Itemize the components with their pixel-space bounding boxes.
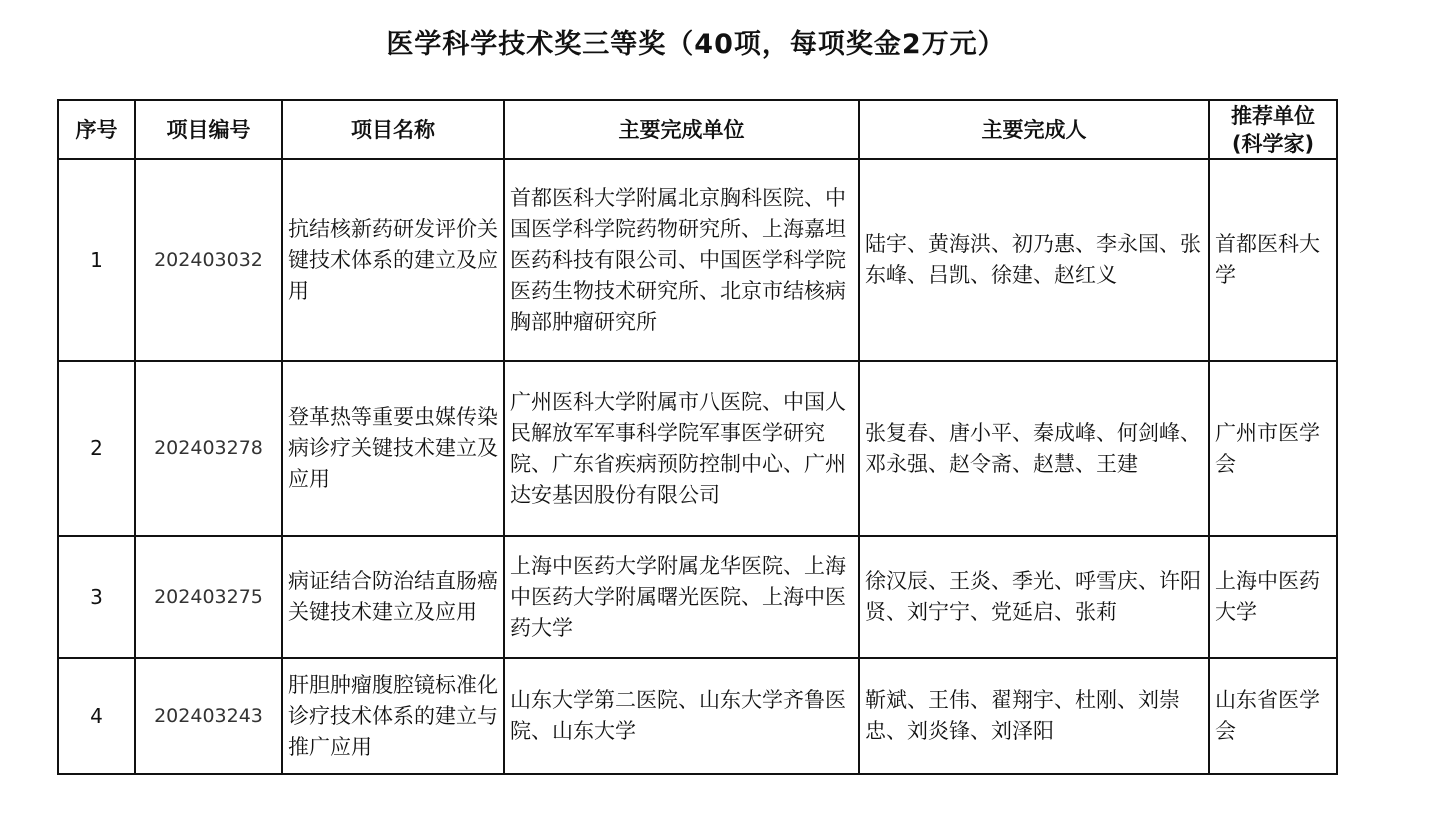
header-units: 主要完成单位 — [504, 100, 859, 159]
cell-seq: 1 — [58, 159, 135, 361]
cell-code: 202403278 — [135, 361, 282, 536]
cell-people: 靳斌、王伟、翟翔宇、杜刚、刘崇忠、刘炎锋、刘泽阳 — [859, 658, 1209, 774]
cell-code: 202403275 — [135, 536, 282, 658]
header-name: 项目名称 — [282, 100, 504, 159]
table-header-row — [58, 100, 1337, 159]
header-code: 项目编号 — [135, 100, 282, 159]
cell-units: 山东大学第二医院、山东大学齐鲁医院、山东大学 — [504, 658, 859, 774]
cell-name: 肝胆肿瘤腹腔镜标准化诊疗技术体系的建立与推广应用 — [282, 658, 504, 774]
header-people: 主要完成人 — [859, 100, 1209, 159]
cell-name: 抗结核新药研发评价关键技术体系的建立及应用 — [282, 159, 504, 361]
cell-recommender: 上海中医药大学 — [1209, 536, 1337, 658]
cell-seq: 3 — [58, 536, 135, 658]
cell-name: 登革热等重要虫媒传染病诊疗关键技术建立及应用 — [282, 361, 504, 536]
cell-recommender: 首都医科大学 — [1209, 159, 1337, 361]
cell-units: 首都医科大学附属北京胸科医院、中国医学科学院药物研究所、上海嘉坦医药科技有限公司、中国医学科学院医药生物技术研究所、北京市结核病胸部肿瘤研究所 — [504, 159, 859, 361]
table-row — [58, 159, 1337, 361]
cell-people: 徐汉辰、王炎、季光、呼雪庆、许阳贤、刘宁宁、党延启、张莉 — [859, 536, 1209, 658]
header-seq: 序号 — [58, 100, 135, 159]
table-row — [58, 361, 1337, 536]
cell-units: 广州医科大学附属市八医院、中国人民解放军军事科学院军事医学研究院、广东省疾病预防控制中心、广州达安基因股份有限公司 — [504, 361, 859, 536]
cell-people: 张复春、唐小平、秦成峰、何剑峰、邓永强、赵令斋、赵慧、王建 — [859, 361, 1209, 536]
cell-code: 202403032 — [135, 159, 282, 361]
header-recommender-line2: (科学家) — [1231, 131, 1315, 156]
cell-seq: 2 — [58, 361, 135, 536]
cell-units: 上海中医药大学附属龙华医院、上海中医药大学附属曙光医院、上海中医药大学 — [504, 536, 859, 658]
cell-seq: 4 — [58, 658, 135, 774]
page-title: 医学科学技术奖三等奖（40项，每项奖金2万元） — [386, 29, 1006, 60]
cell-code: 202403243 — [135, 658, 282, 774]
table-row — [58, 536, 1337, 658]
cell-recommender: 山东省医学会 — [1209, 658, 1337, 774]
header-recommender — [1209, 100, 1337, 159]
header-recommender-line1: 推荐单位 — [1231, 103, 1315, 128]
award-table — [57, 99, 1338, 775]
cell-name: 病证结合防治结直肠癌关键技术建立及应用 — [282, 536, 504, 658]
cell-recommender: 广州市医学会 — [1209, 361, 1337, 536]
cell-people: 陆宇、黄海洪、初乃惠、李永国、张东峰、吕凯、徐建、赵红义 — [859, 159, 1209, 361]
table-row — [58, 658, 1337, 774]
